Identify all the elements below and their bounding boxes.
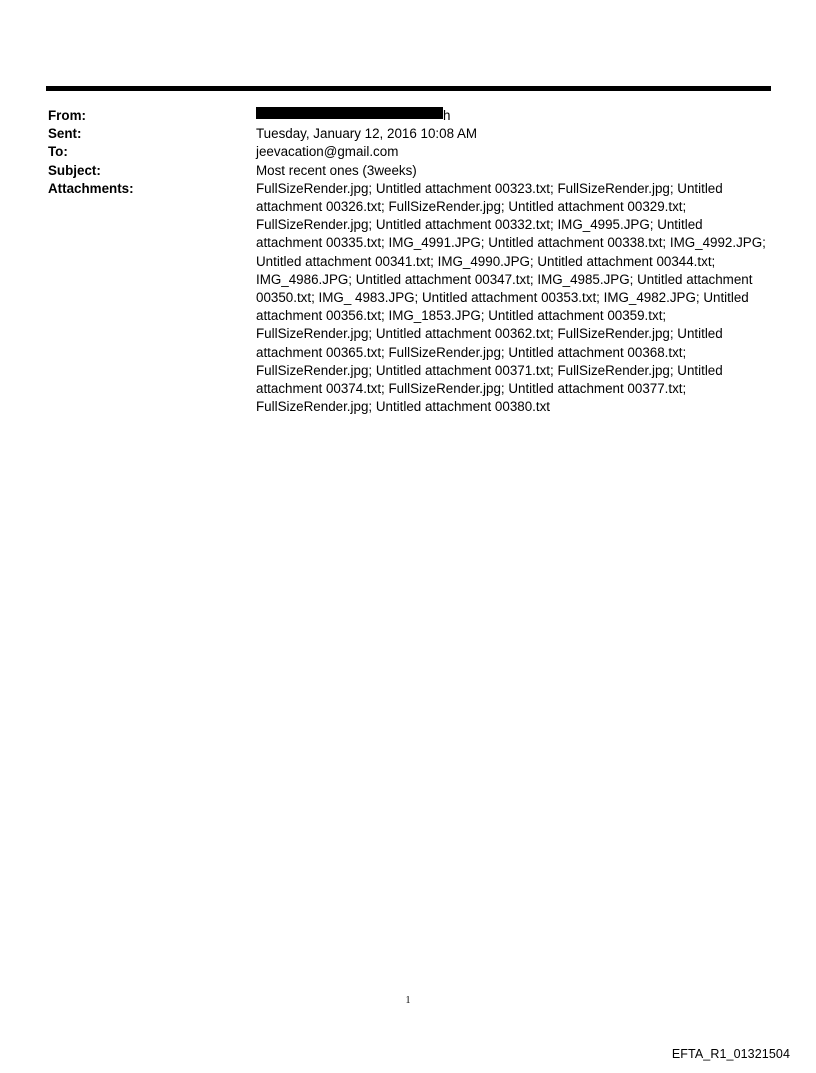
to-value: jeevacation@gmail.com: [256, 144, 399, 160]
bates-number: EFTA_R1_01321504: [671, 1047, 790, 1061]
attachments-row: [48, 180, 770, 417]
attachments-value: FullSizeRender.jpg; Untitled attachment 00323.txt; FullSizeRender.jpg; Untitled attachment 00326.txt; FullSizeRender.jpg; Untitled attachment 00329.txt; FullSizeRender.jpg; Untitled attachment 00332.txt; IMG_4995.JPG; Untitled attachment 00335.txt; IMG_4991.JPG; Untitled attachment 00338.txt; IMG_4992.JPG; Untitled attachment 00341.txt; IMG_4990.JPG; Untitled attachment 00344.txt; IMG_4986.JPG; Untitled attachment 00347.txt; IMG_4985.JPG; Untitled attachment 00350.txt; IMG_ 4983.JPG; Untitled attachment 00353.txt; IMG_4982.JPG; Untitled attachment 00356.txt; IMG_1853.JPG; Untitled attachment 00359.txt; FullSizeRender.jpg; Untitled attachment 00362.txt; FullSizeRender.jpg; Untitled attachment 00365.txt; FullSizeRender.jpg; Untitled attachment 00368.txt; FullSizeRender.jpg; Untitled attachment 00371.txt; FullSizeRender.jpg; Untitled attachment 00374.txt; FullSizeRender.jpg; Untitled attachment 00377.txt; FullSizeRender.jpg; Untitled attachment 00380.txt: [256, 180, 766, 415]
page-number: 1: [405, 995, 411, 1006]
attachments-label: Attachments:: [48, 180, 134, 196]
to-row: [48, 143, 770, 161]
subject-label: Subject:: [48, 162, 101, 178]
sent-label: Sent:: [48, 126, 82, 142]
sent-row: [48, 125, 770, 143]
header-divider: [46, 86, 771, 91]
subject-row: [48, 162, 770, 180]
from-value: [256, 107, 770, 125]
redaction-bar: [256, 107, 443, 119]
sent-value: Tuesday, January 12, 2016 10:08 AM: [256, 126, 478, 142]
from-value-visible-tail: h: [443, 108, 451, 123]
email-header: [48, 107, 770, 416]
from-label: From:: [48, 108, 86, 123]
from-row: [48, 107, 770, 125]
subject-value: Most recent ones (3weeks): [256, 162, 417, 178]
to-label: To:: [48, 144, 68, 160]
